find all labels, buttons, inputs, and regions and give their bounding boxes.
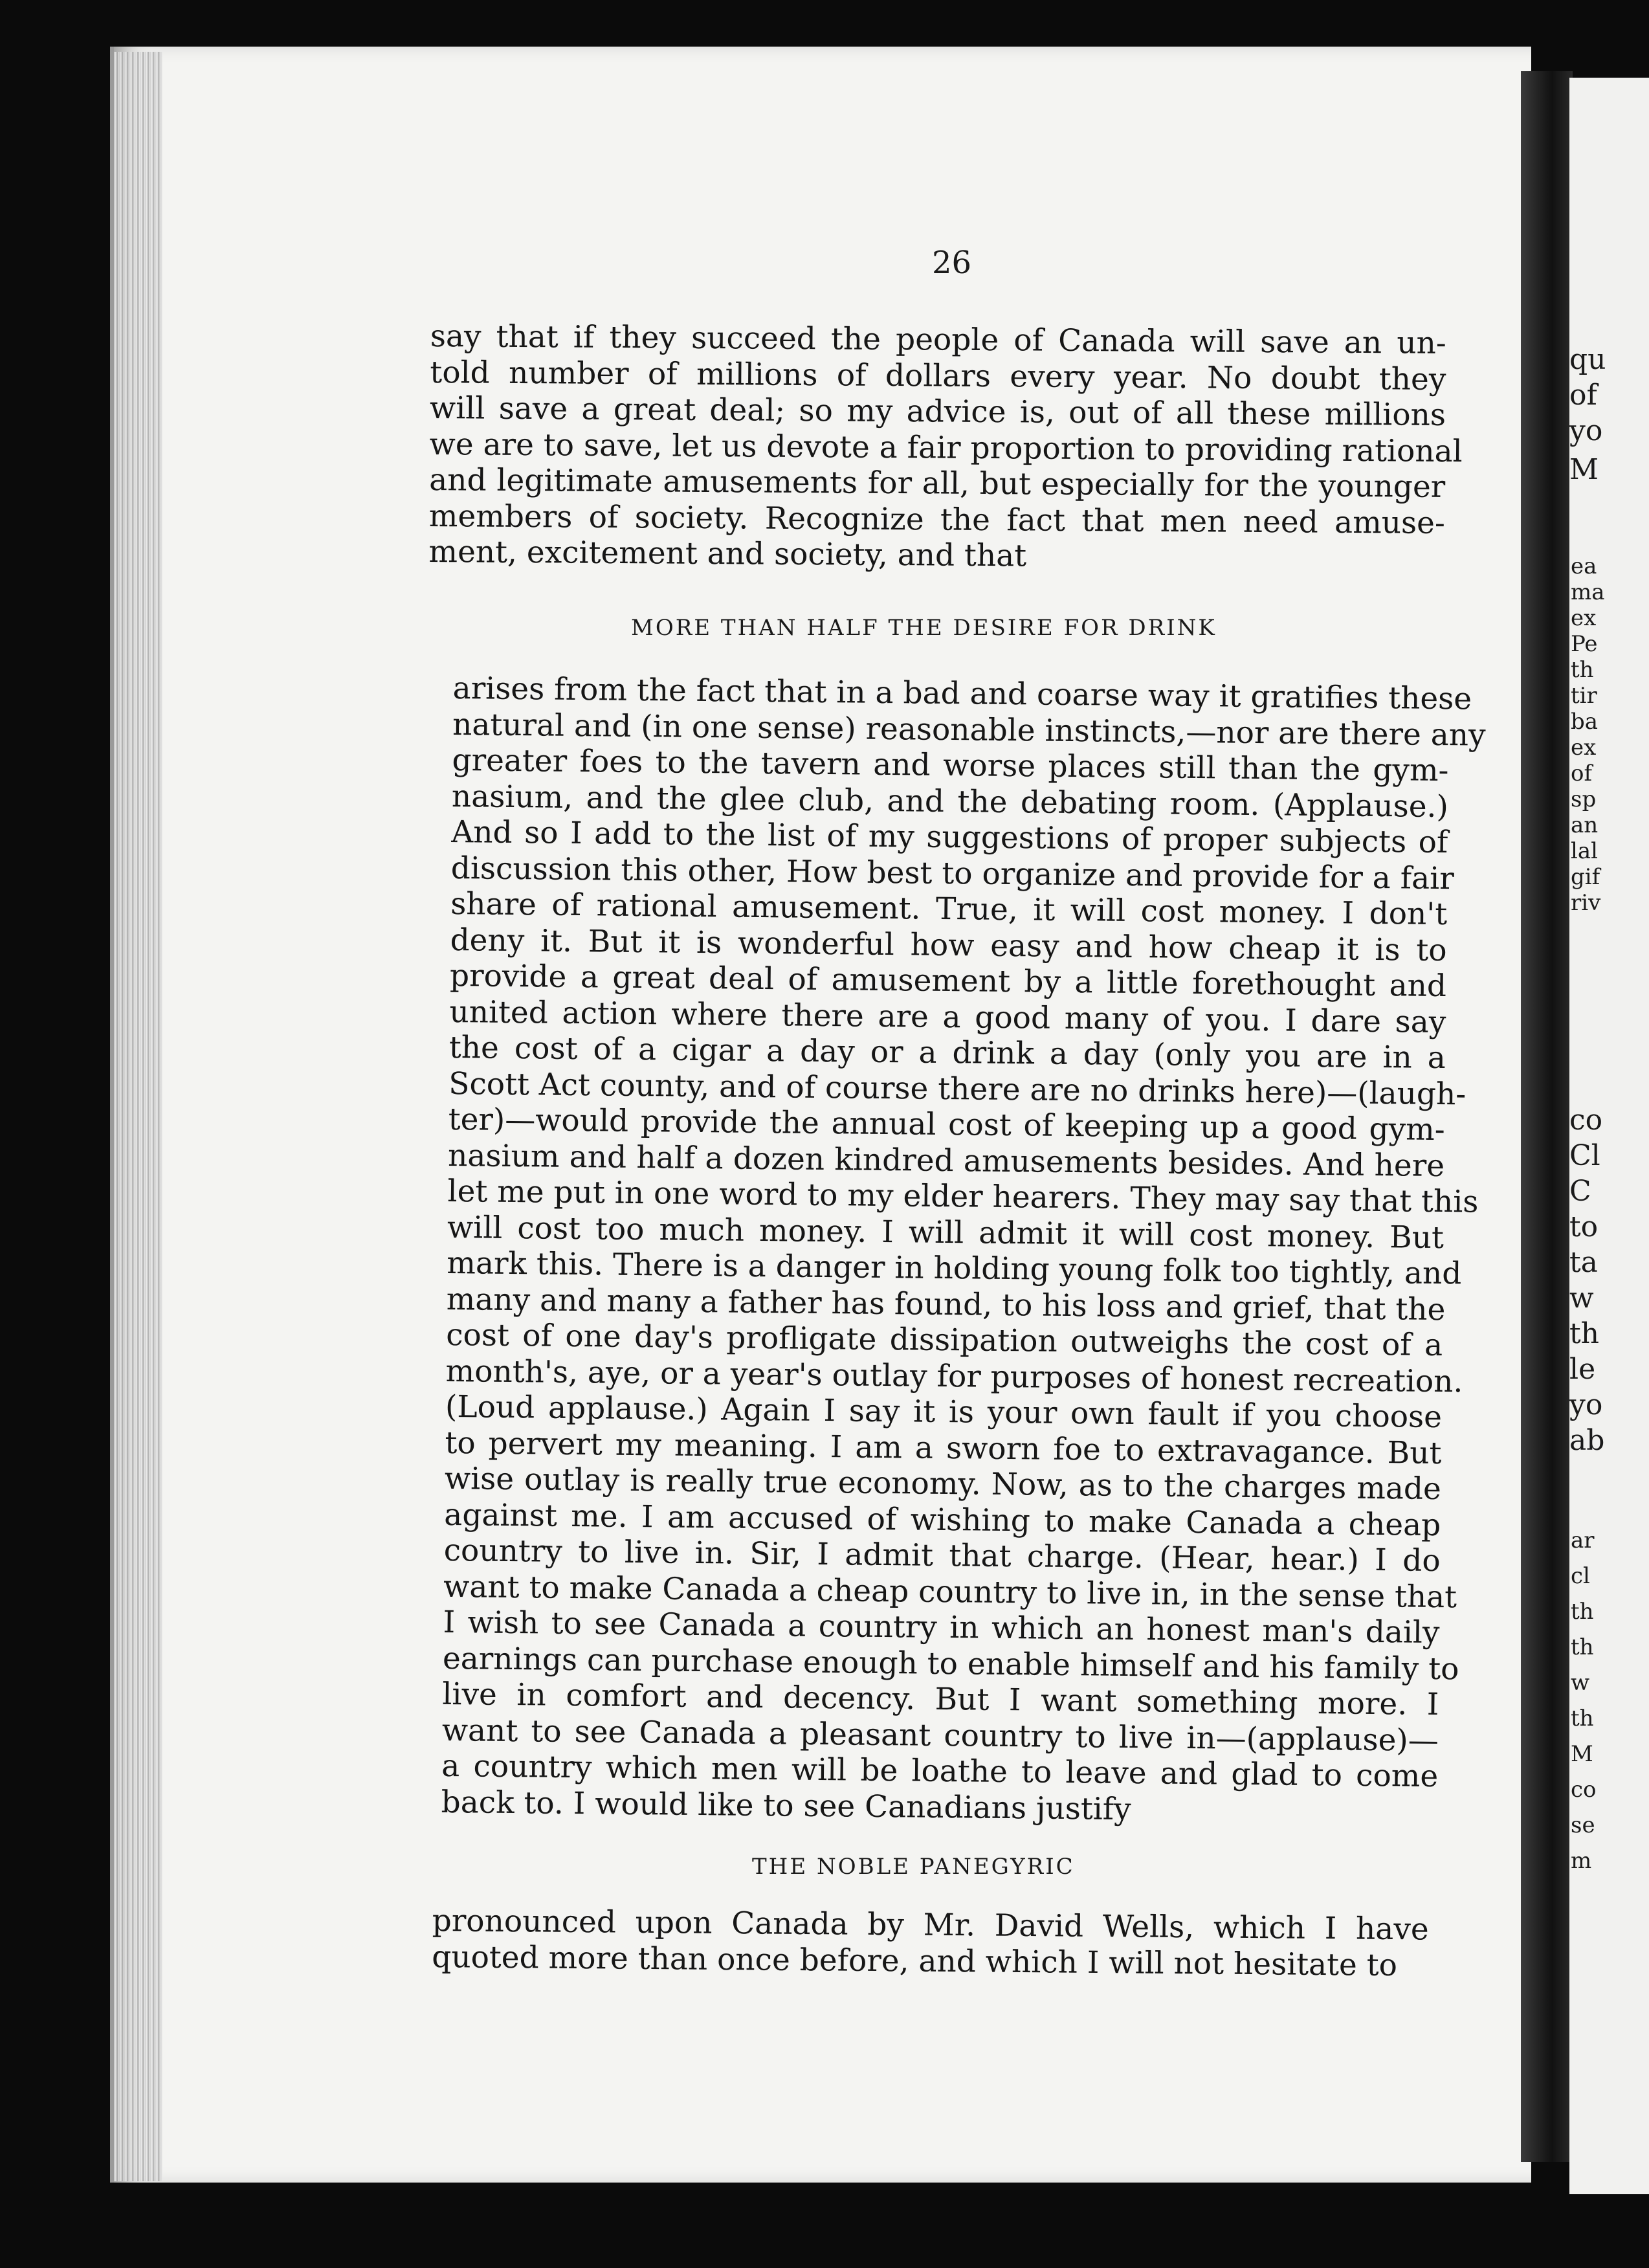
right-page-fragment: yo <box>1569 414 1603 447</box>
right-page-fragment: ma <box>1571 579 1605 605</box>
text-line: deny it. But it is wonderful how easy and how cheap it is to <box>450 922 1447 968</box>
right-page-fragment: of <box>1569 379 1597 412</box>
text-line: ment, excitement and society, and that <box>428 533 1027 574</box>
paragraph-3 <box>432 1903 1429 1983</box>
text-line: want to see Canada a pleasant country to live in—(applause)— <box>441 1712 1439 1759</box>
right-page-fragment: th <box>1571 657 1594 683</box>
section-heading-drink: MORE THAN HALF THE DESIRE FOR DRINK <box>631 615 1217 641</box>
right-page-fragment: riv <box>1571 890 1601 916</box>
book-gutter <box>1521 71 1573 2162</box>
text-line: discussion this other, How best to organize and provide for a fair <box>450 850 1455 896</box>
right-page-fragment: Cl <box>1569 1139 1600 1172</box>
text-line: provide a great deal of amusement by a little forethought and <box>449 957 1447 1005</box>
right-page-fragment: w <box>1569 1282 1594 1315</box>
right-page-sliver <box>1569 78 1649 2194</box>
right-page-fragment: yo <box>1569 1388 1603 1421</box>
right-page-fragment: ea <box>1571 553 1597 579</box>
right-page-fragment: ta <box>1569 1246 1598 1279</box>
text-line: wise outlay is really true economy. Now, as to the charges made <box>444 1460 1442 1507</box>
text-line: want to make Canada a cheap country to live in, in the sense that <box>443 1568 1457 1615</box>
text-line: And so I add to the list of my suggestions of proper subjects of <box>451 814 1448 861</box>
section-heading-panegyric: THE NOBLE PANEGYRIC <box>752 1854 1075 1880</box>
text-line: I wish to see Canada a country in which an honest man's daily <box>443 1604 1440 1651</box>
right-page-fragment: an <box>1571 812 1599 838</box>
right-page-fragment: M <box>1571 1741 1593 1767</box>
text-line: cost of one day's profligate dissipation outweighs the cost of a <box>445 1317 1443 1364</box>
text-line: let me put in one word to my elder hearers. They may say that this <box>447 1173 1479 1220</box>
text-line: will cost too much money. I will admit it will cost money. But <box>447 1209 1444 1256</box>
right-page-fragment: ex <box>1571 605 1597 631</box>
right-page-fragment: m <box>1571 1848 1592 1874</box>
right-page-fragment: cl <box>1571 1563 1590 1589</box>
text-line: share of rational amusement. True, it will cost money. I don't <box>450 885 1448 933</box>
right-page-fragment: co <box>1571 1777 1597 1803</box>
text-line: a country which men will be loathe to leave and glad to come <box>441 1748 1439 1795</box>
right-page-fragment: to <box>1569 1210 1599 1243</box>
text-line: Scott Act county, and of course there are no drinks here)—(laugh- <box>448 1065 1466 1112</box>
right-page-fragment: C <box>1569 1175 1591 1208</box>
right-page-fragment: th <box>1571 1706 1594 1731</box>
right-page-fragment: ab <box>1569 1424 1605 1457</box>
text-line: many and many a father has found, to his loss and grief, that the <box>446 1281 1446 1328</box>
right-page-fragment: th <box>1571 1634 1594 1660</box>
text-line: to pervert my meaning. I am a sworn foe to extravagance. But <box>445 1425 1442 1471</box>
text-line: members of society. Recognize the fact that men need amuse- <box>428 498 1446 541</box>
right-page-fragment: se <box>1571 1812 1595 1838</box>
right-page-fragment: qu <box>1569 343 1606 376</box>
right-page-fragment: M <box>1569 453 1599 486</box>
text-line: against me. I am accused of wishing to make Canada a cheap <box>444 1496 1441 1543</box>
text-line: united action where there are a good many of you. I dare say <box>449 994 1446 1040</box>
text-line: greater foes to the tavern and worse places still than the gym- <box>452 742 1449 789</box>
text-line: natural and (in one sense) reasonable instincts,—nor are there any <box>452 706 1486 753</box>
text-line: (Loud applause.) Again I say it is your own fault if you choose <box>445 1388 1443 1436</box>
right-page-fragment: Pe <box>1571 631 1598 657</box>
paragraph-2 <box>441 671 1486 1830</box>
text-line: we are to save, let us devote a fair proportion to providing rational <box>429 426 1463 469</box>
right-page-fragment: w <box>1571 1670 1590 1696</box>
text-line: told number of millions of dollars every year. No doubt they <box>430 354 1446 397</box>
page-edges <box>114 52 162 2181</box>
text-line: pronounced upon Canada by Mr. David Wells, which I have <box>432 1903 1429 1948</box>
right-page-fragment: gif <box>1571 864 1600 890</box>
text-line: quoted more than once before, and which I will not hesitate to <box>432 1939 1398 1983</box>
text-line: nasium and half a dozen kindred amusements besides. And here <box>447 1137 1445 1184</box>
page-number: 26 <box>932 245 972 281</box>
right-page-fragment: ba <box>1571 709 1599 735</box>
text-line: arises from the fact that in a bad and coarse way it gratifies these <box>452 671 1472 717</box>
text-line: ter)—would provide the annual cost of keeping up a good gym- <box>448 1101 1445 1148</box>
paragraph-1 <box>428 318 1463 577</box>
text-line: will save a great deal; so my advice is, out of all these millions <box>429 390 1446 433</box>
text-line: say that if they succeed the people of Canada will save an un- <box>430 318 1446 361</box>
right-page-fragment: sp <box>1571 786 1597 812</box>
text-line: back to. I would like to see Canadians justify <box>441 1784 1132 1827</box>
right-page-fragment: co <box>1569 1104 1603 1137</box>
right-page-fragment: le <box>1569 1353 1596 1386</box>
text-line: and legitimate amusements for all, but especially for the younger <box>429 461 1446 505</box>
right-page-fragment: th <box>1569 1317 1600 1350</box>
text-line: earnings can purchase enough to enable himself and his family to <box>442 1640 1459 1687</box>
right-page-fragment: lal <box>1571 838 1599 864</box>
right-page-fragment: tir <box>1571 683 1597 709</box>
right-page-fragment: ex <box>1571 735 1597 761</box>
text-line: nasium, and the glee club, and the debating room. (Applause.) <box>451 778 1449 825</box>
right-page-fragment: of <box>1571 761 1593 786</box>
right-page-fragment: th <box>1571 1599 1594 1625</box>
text-line: the cost of a cigar a day or a drink a day (only you are in a <box>448 1029 1446 1076</box>
right-page-fragment: ar <box>1571 1528 1595 1553</box>
text-line: live in comfort and decency. But I want something more. I <box>442 1676 1439 1723</box>
text-line: month's, aye, or a year's outlay for purposes of honest recreation. <box>445 1353 1463 1399</box>
text-line: country to live in. Sir, I admit that charge. (Hear, hear.) I do <box>443 1532 1441 1579</box>
text-line: mark this. There is a danger in holding young folk too tightly, and <box>447 1245 1462 1292</box>
